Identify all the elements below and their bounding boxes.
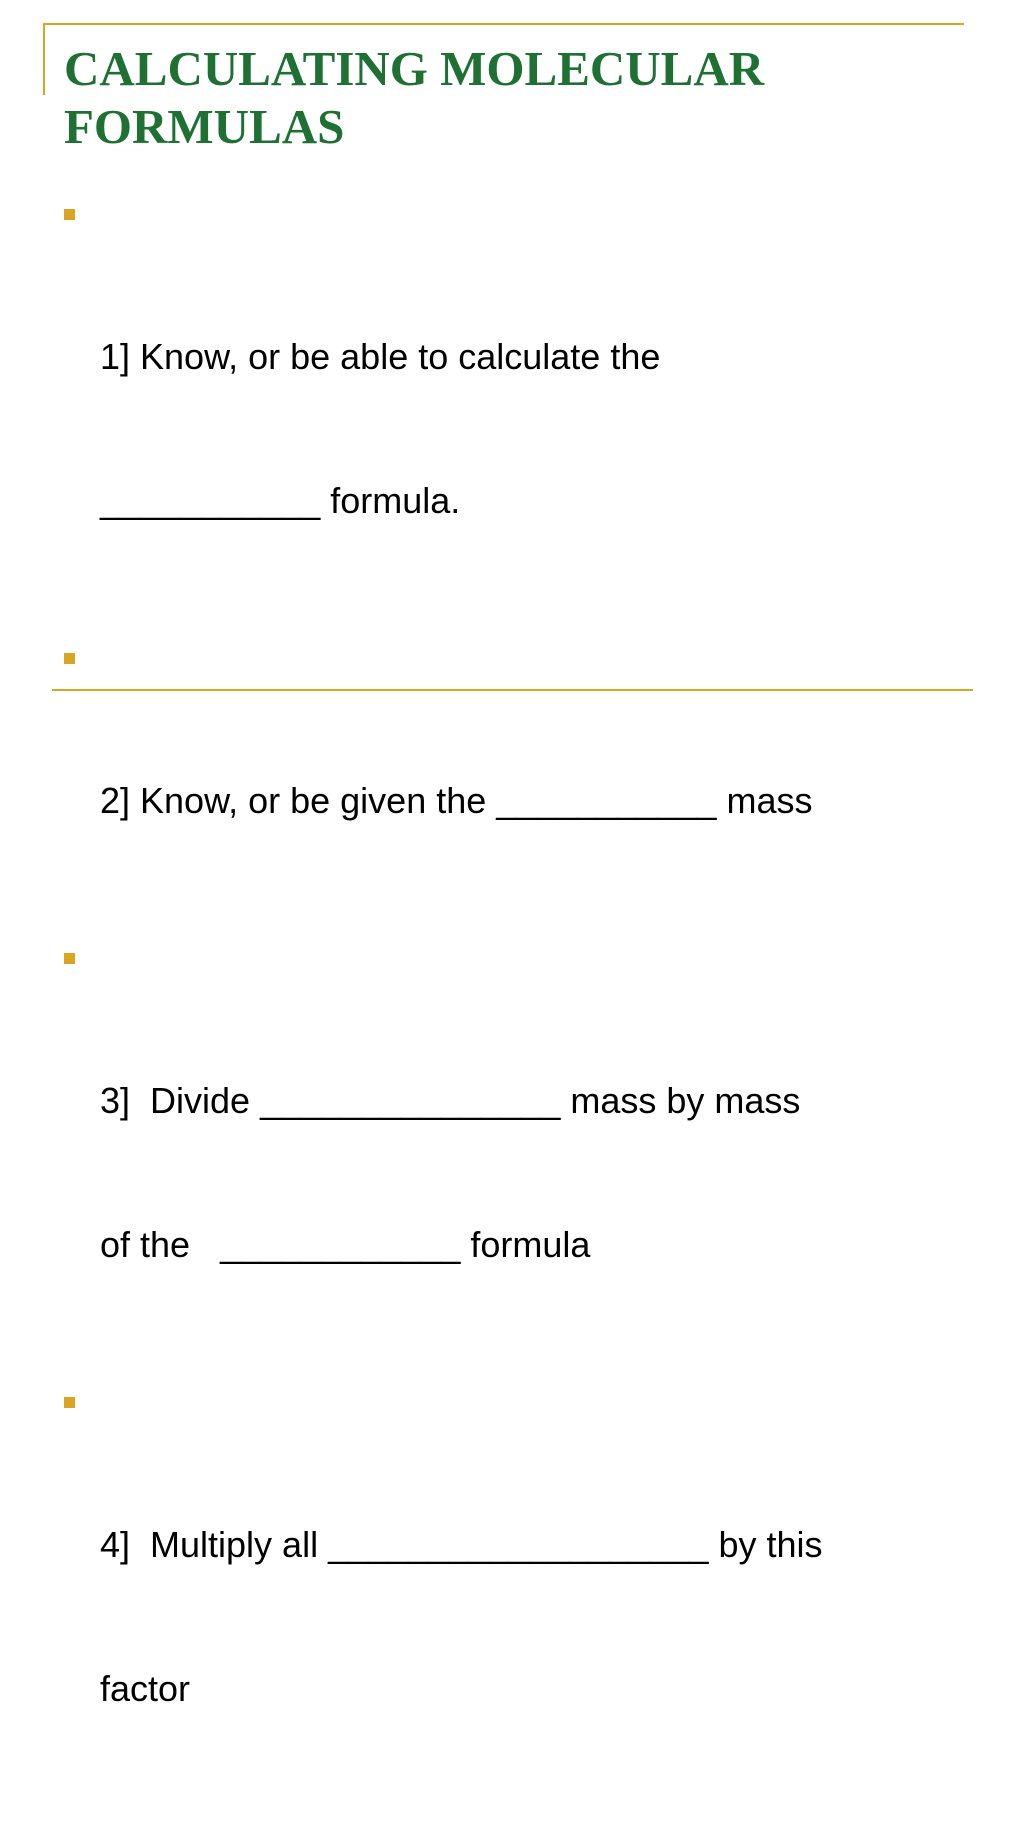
bullet-4-line-2: factor [100, 1668, 191, 1709]
square-bullet-icon [64, 1397, 75, 1408]
slide-title [64, 40, 964, 156]
bullet-item-2 [64, 633, 964, 921]
square-bullet-icon [64, 653, 75, 664]
square-bullet-icon [64, 209, 75, 220]
bullet-item-4 [64, 1377, 964, 1809]
title-line-1: CALCULATING MOLECULAR [64, 41, 765, 96]
bullet-1-line-1: 1] Know, or be able to calculate the [100, 336, 661, 377]
left-rule [43, 23, 45, 95]
square-bullet-icon [64, 953, 75, 964]
bullet-item-1 [64, 189, 964, 621]
bullet-1-line-2: ___________ formula. [100, 480, 461, 521]
title-line-2: FORMULAS [64, 99, 345, 154]
top-rule [43, 23, 964, 25]
bullet-3-line-1: 3] Divide _______________ mass by mass [100, 1080, 801, 1121]
bullet-3-line-2: of the ____________ formula [100, 1224, 591, 1265]
bullet-4-line-1: 4] Multiply all ___________________ by this [100, 1524, 823, 1565]
bottom-rule [52, 689, 973, 691]
bullet-list [64, 189, 964, 1821]
bullet-2-line-1: 2] Know, or be given the ___________ mass [100, 780, 813, 821]
bullet-item-3 [64, 933, 964, 1365]
